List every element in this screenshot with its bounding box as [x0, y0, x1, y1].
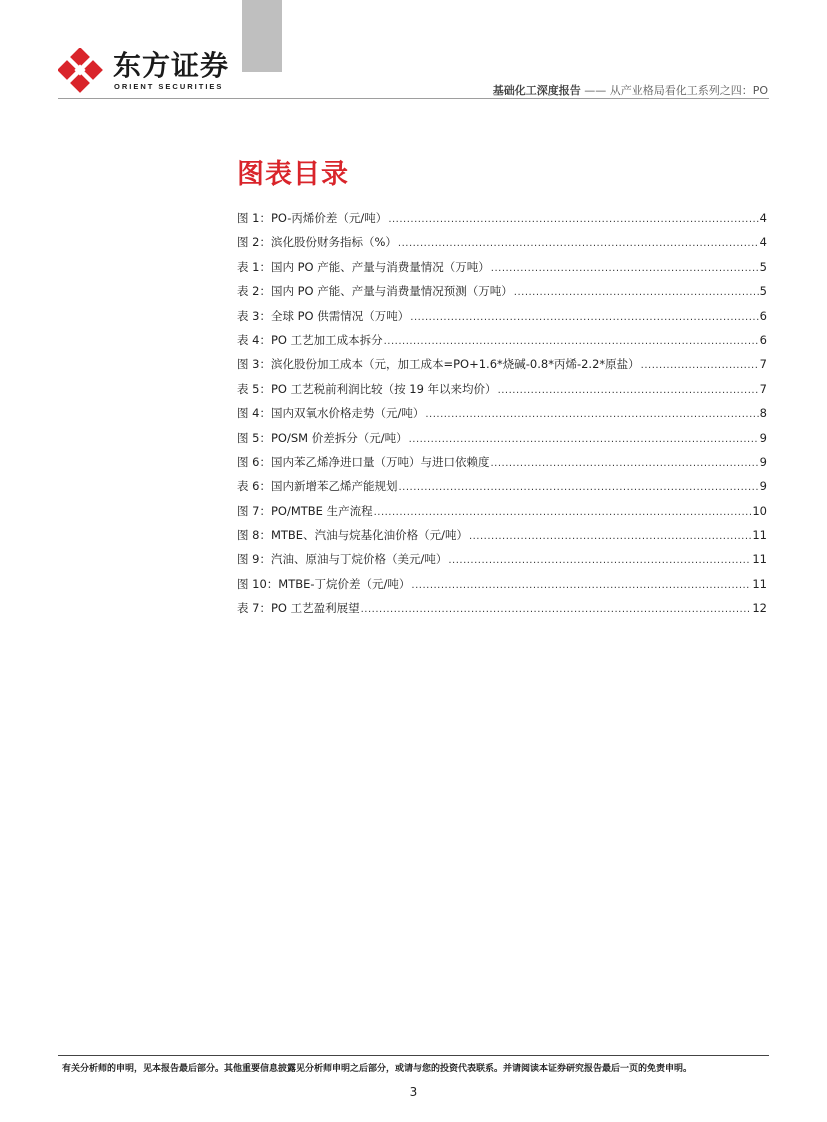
toc-leader-dots	[374, 507, 752, 518]
toc-entry-page: 11	[752, 528, 767, 543]
toc-entry-page: 4	[759, 235, 767, 250]
toc-entry-page: 9	[759, 479, 767, 494]
toc-entry-label: 图 5：PO/SM 价差拆分（元/吨）	[237, 430, 408, 445]
toc-leader-dots	[469, 531, 751, 542]
toc-entry-page: 9	[759, 430, 767, 445]
toc-entry-label: 表 7：PO 工艺盈利展望	[237, 601, 360, 616]
toc-leader-dots	[398, 482, 758, 493]
toc-leader-dots	[398, 238, 759, 249]
toc-leader-dots	[384, 336, 759, 347]
toc-entry-label: 图 8：MTBE、汽油与烷基化油价格（元/吨）	[237, 528, 468, 543]
toc-entry-page: 11	[752, 576, 767, 591]
toc-entry[interactable]	[237, 430, 767, 454]
toc-entry-page: 6	[759, 308, 767, 323]
toc-leader-dots	[490, 458, 758, 469]
toc-entry-page: 5	[759, 259, 767, 274]
toc-entry-page: 5	[759, 284, 767, 299]
toc-entry[interactable]	[237, 356, 767, 380]
toc-entry[interactable]	[237, 381, 767, 405]
toc-entry-label: 表 1：国内 PO 产能、产量与消费量情况（万吨）	[237, 259, 490, 274]
header-grey-tab	[242, 0, 282, 72]
toc-leader-dots	[491, 263, 759, 274]
toc-entry[interactable]	[237, 454, 767, 478]
toc-entry-page: 11	[752, 552, 767, 567]
toc-entry[interactable]	[237, 405, 767, 429]
toc-entry-page: 10	[752, 503, 767, 518]
toc-entry[interactable]	[237, 210, 767, 234]
toc-entry[interactable]	[237, 600, 767, 624]
toc-entry-label: 表 3：全球 PO 供需情况（万吨）	[237, 308, 410, 323]
toc-entry-page: 7	[759, 381, 767, 396]
toc-entry-label: 表 6：国内新增苯乙烯产能规划	[237, 479, 398, 494]
toc-entry-label: 图 7：PO/MTBE 生产流程	[237, 503, 373, 518]
toc-entry[interactable]	[237, 283, 767, 307]
toc-entry-label: 图 9：汽油、原油与丁烷价格（美元/吨）	[237, 552, 448, 567]
toc-entry-label: 图 2：滨化股份财务指标（%）	[237, 235, 397, 250]
toc-entry-page: 6	[759, 332, 767, 347]
toc-entry[interactable]	[237, 527, 767, 551]
page-title: 图表目录	[237, 159, 349, 190]
toc-entry-label: 表 4：PO 工艺加工成本拆分	[237, 332, 383, 347]
report-series: 从产业格局看化工系列之四：PO	[609, 84, 768, 97]
toc-entry[interactable]	[237, 551, 767, 575]
toc-leader-dots	[388, 214, 758, 225]
toc-leader-dots	[409, 434, 759, 445]
footer-disclaimer: 有关分析师的申明，见本报告最后部分。其他重要信息披露见分析师申明之后部分，或请与您的投资代表联系。并请阅读本证券研究报告最后一页的免责申明。	[62, 1064, 693, 1074]
toc-entry[interactable]	[237, 234, 767, 258]
toc-entry-label: 表 5：PO 工艺税前利润比较（按 19 年以来均价）	[237, 381, 497, 396]
header-divider	[58, 98, 769, 99]
toc-entry-page: 4	[759, 211, 767, 225]
page-number: 3	[409, 1085, 418, 1099]
brand-name-en: ORIENT SECURITIES	[114, 82, 224, 91]
table-of-figures	[237, 210, 767, 625]
footer-divider	[58, 1055, 769, 1056]
toc-leader-dots	[425, 409, 758, 420]
orient-logo-icon	[58, 48, 104, 94]
toc-entry-page: 7	[759, 357, 767, 372]
toc-entry-label: 图 3：滨化股份加工成本（元，加工成本=PO+1.6*烧碱-0.8*丙烯-2.2*原盐）	[237, 357, 640, 372]
toc-leader-dots	[498, 385, 759, 396]
toc-leader-dots	[410, 312, 758, 323]
toc-entry-label: 表 2：国内 PO 产能、产量与消费量情况预测（万吨）	[237, 284, 513, 299]
toc-entry-label: 图 6：国内苯乙烯净进口量（万吨）与进口依赖度	[237, 454, 490, 469]
toc-entry[interactable]	[237, 503, 767, 527]
toc-entry-label: 图 4：国内双氧水价格走势（元/吨）	[237, 406, 425, 421]
toc-entry[interactable]	[237, 332, 767, 356]
toc-leader-dots	[641, 360, 759, 371]
toc-entry[interactable]	[237, 576, 767, 600]
report-type: 基础化工深度报告	[492, 84, 581, 97]
toc-leader-dots	[448, 555, 751, 566]
toc-entry[interactable]	[237, 478, 767, 502]
toc-leader-dots	[411, 580, 751, 591]
toc-entry[interactable]	[237, 308, 767, 332]
brand-name-cn: 东方证券	[113, 49, 230, 82]
toc-entry[interactable]	[237, 259, 767, 283]
toc-entry-label: 图 10：MTBE-丁烷价差（元/吨）	[237, 576, 411, 591]
brand-logo	[58, 48, 228, 96]
toc-entry-label: 图 1：PO-丙烯价差（元/吨）	[237, 211, 388, 225]
toc-entry-page: 9	[759, 454, 767, 469]
header-separator: ——	[584, 84, 607, 97]
toc-leader-dots	[514, 287, 759, 298]
toc-entry-page: 8	[759, 406, 767, 421]
toc-leader-dots	[361, 604, 752, 615]
report-header	[493, 82, 768, 98]
toc-entry-page: 12	[752, 601, 767, 616]
